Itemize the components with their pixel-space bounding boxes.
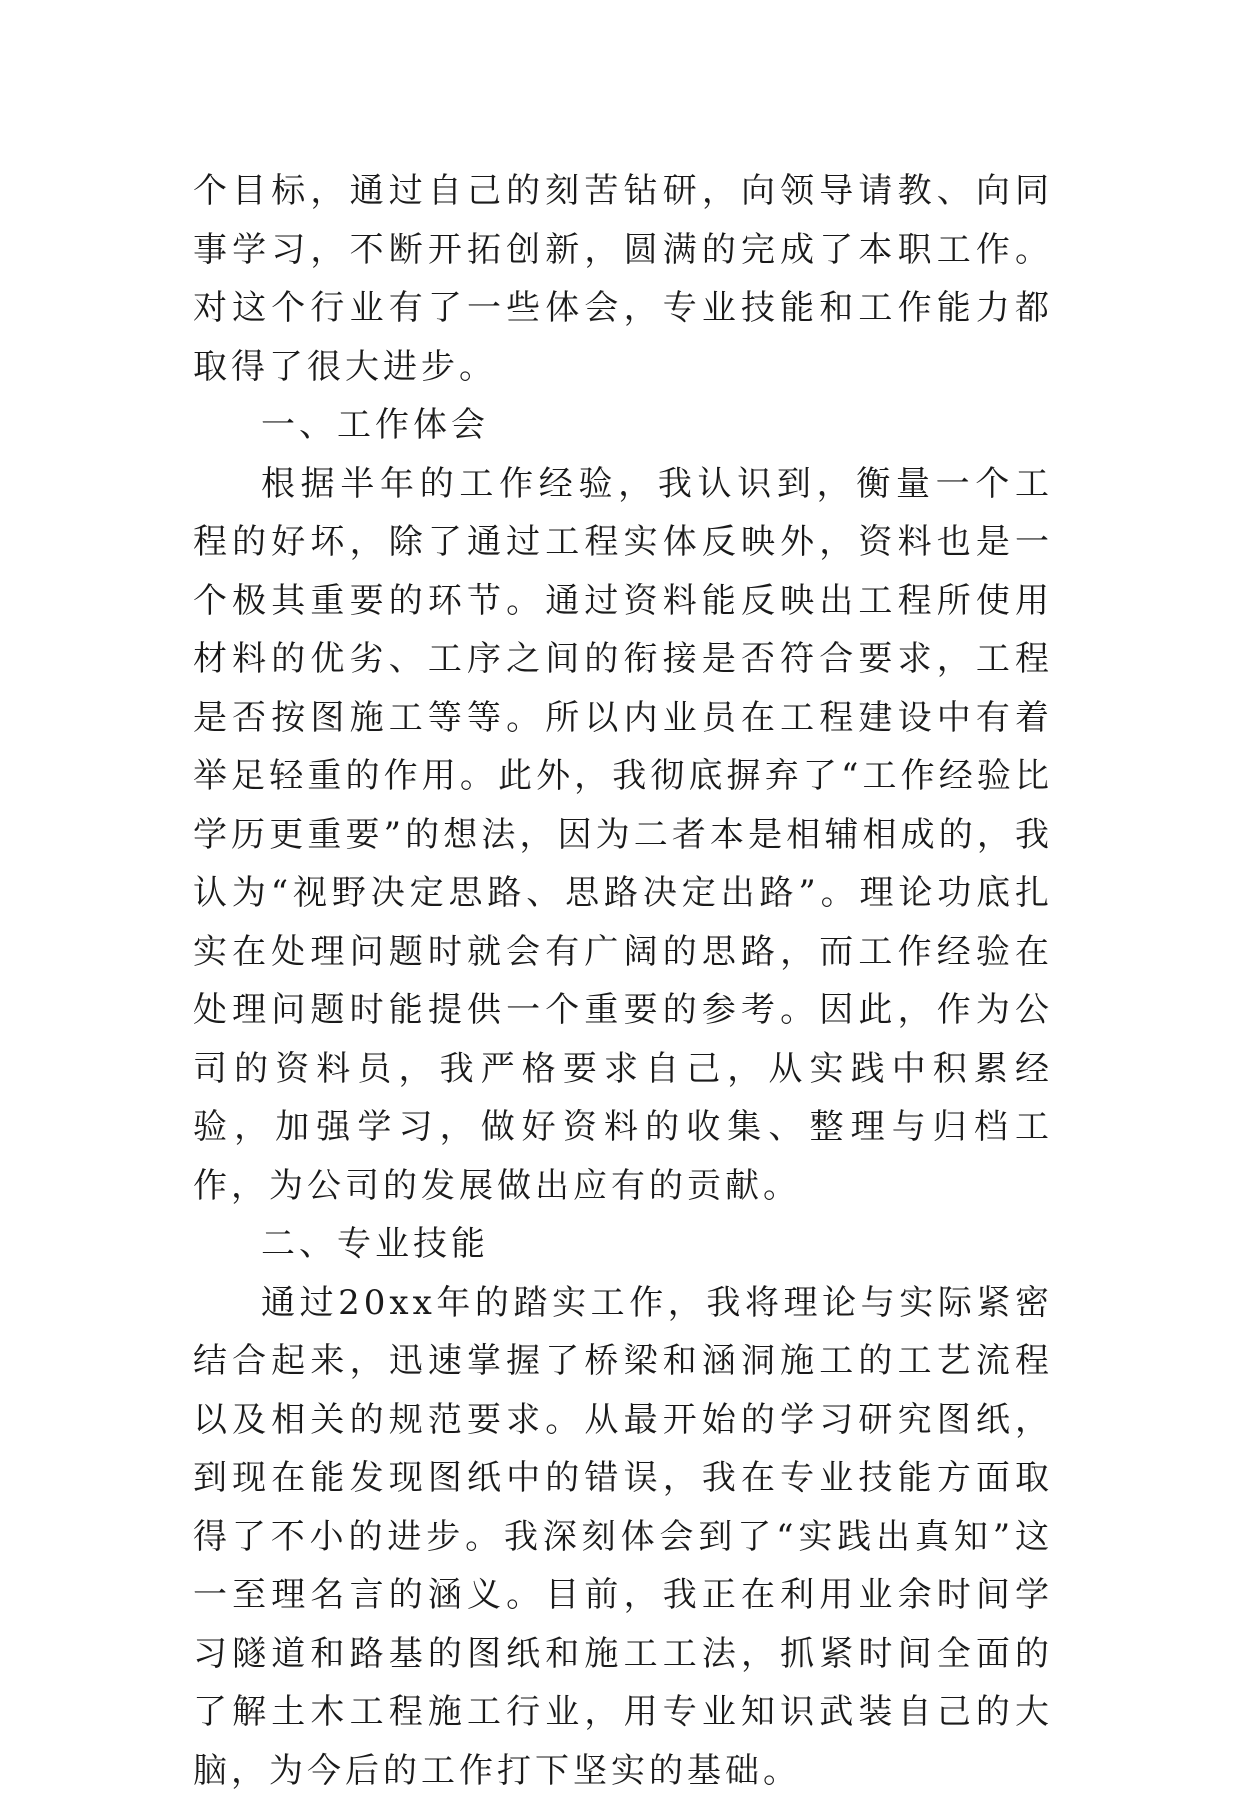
section-heading-work-experience: 一、工作体会: [193, 396, 1053, 455]
paragraph-work-experience: 根据半年的工作经验，我认识到，衡量一个工程的好坏，除了通过工程实体反映外，资料也是一个极其重要的环节。通过资料能反映出工程所使用材料的优劣、工序之间的衔接是否符合要求，工程是否按图施工等等。所以内业员在工程建设中有着举足轻重的作用。此外，我彻底摒弃了“工作经验比学历更重要”的想法，因为二者本是相辅相成的，我认为“视野决定思路、思路决定出路”。理论功底扎实在处理问题时就会有广阔的思路，而工作经验在处理问题时能提供一个重要的参考。因此，作为公司的资料员，我严格要求自己，从实践中积累经验，加强学习，做好资料的收集、整理与归档工作，为公司的发展做出应有的贡献。: [193, 455, 1053, 1216]
section-heading-professional-skills: 二、专业技能: [193, 1215, 1053, 1274]
continued-paragraph: 个目标，通过自己的刻苦钻研，向领导请教、向同事学习，不断开拓创新，圆满的完成了本职工作。对这个行业有了一些体会，专业技能和工作能力都取得了很大进步。: [193, 162, 1053, 396]
document-body: [193, 162, 1053, 1800]
paragraph-professional-skills: 通过20xx年的踏实工作，我将理论与实际紧密结合起来，迅速掌握了桥梁和涵洞施工的工艺流程以及相关的规范要求。从最开始的学习研究图纸，到现在能发现图纸中的错误，我在专业技能方面取得了不小的进步。我深刻体会到了“实践出真知”这一至理名言的涵义。目前，我正在利用业余时间学习隧道和路基的图纸和施工工法，抓紧时间全面的了解土木工程施工行业，用专业知识武装自己的大脑，为今后的工作打下坚实的基础。: [193, 1274, 1053, 1800]
